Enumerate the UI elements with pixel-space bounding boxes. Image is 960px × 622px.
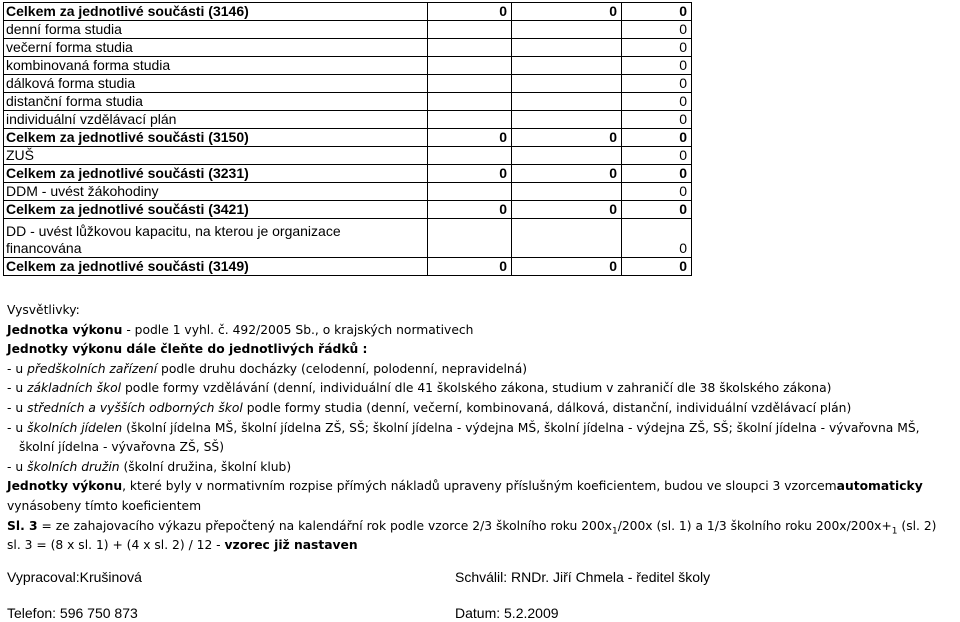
table-total-row — [4, 258, 692, 276]
row-label: DDM - uvést žákohodiny — [4, 183, 428, 201]
value-col-3: 0 — [622, 129, 692, 147]
value-col-2: 0 — [512, 201, 622, 219]
row-label: distanční forma studia — [4, 93, 428, 111]
value-col-3: 0 — [622, 3, 692, 21]
value-col-2 — [512, 111, 622, 129]
value-col-2: 0 — [512, 258, 622, 276]
value-col-1 — [428, 219, 512, 258]
row-label: dálková forma studia — [4, 75, 428, 93]
explanatory-notes — [7, 301, 957, 556]
value-col-2 — [512, 57, 622, 75]
note-line-primary: - u základních škol podle formy vzdělávání (denní, individuální dle 41 školského zákona, studium v zahraničí dle 38 školského zákona) — [7, 381, 832, 396]
table-row — [4, 147, 692, 165]
row-label: večerní forma studia — [4, 39, 428, 57]
row-label: Celkem za jednotlivé součásti (3149) — [4, 258, 428, 276]
value-col-2 — [512, 219, 622, 258]
phone: Telefon: 596 750 873 — [7, 605, 138, 621]
approved-by: Schválil: RNDr. Jiří Chmela - ředitel školy — [455, 569, 711, 585]
note-line-column3: Sl. 3 = ze zahajovacího výkazu přepočtený na kalendářní rok podle vzorce 2/3 školního roku $200x_1/200x$ (sl. 1) a 1/3 školního roku $200x/200x+_1$ (sl. 2) — [7, 518, 937, 536]
table-total-row — [4, 129, 692, 147]
note-line-coefficient-cont: vynásobeny tímto koeficientem — [7, 498, 202, 513]
value-col-1: 0 — [428, 165, 512, 183]
value-col-3: 0 — [622, 93, 692, 111]
value-col-3: 0 — [622, 165, 692, 183]
value-col-3: 0 — [622, 219, 692, 258]
row-label: Celkem za jednotlivé součásti (3421) — [4, 201, 428, 219]
value-col-2 — [512, 183, 622, 201]
note-line-secondary: - u středních a vyšších odborných škol podle formy studia (denní, večerní, kombinovaná, dálková, distanční, individuální vzdělávací plán) — [7, 400, 852, 415]
value-col-1 — [428, 183, 512, 201]
value-col-1 — [428, 57, 512, 75]
value-col-2 — [512, 21, 622, 39]
note-line-breakdown: Jednotky výkonu dále čleňte do jednotlivých řádků : — [7, 342, 368, 357]
note-line-canteens-cont: školní jídelna - vývařovna ZŠ, SŠ) — [19, 440, 224, 455]
value-col-3: 0 — [622, 183, 692, 201]
table-total-row — [4, 3, 692, 21]
value-col-3: 0 — [622, 258, 692, 276]
table-row — [4, 111, 692, 129]
value-col-2 — [512, 75, 622, 93]
value-col-2: 0 — [512, 165, 622, 183]
value-col-2: 0 — [512, 129, 622, 147]
row-label: Celkem za jednotlivé součásti (3231) — [4, 165, 428, 183]
value-col-2: 0 — [512, 3, 622, 21]
row-label: Celkem za jednotlivé součásti (3150) — [4, 129, 428, 147]
table-total-row — [4, 201, 692, 219]
note-line-canteens: - u školních jídelen (školní jídelna MŠ, školní jídelna ZŠ, SŠ; školní jídelna - výdejna MŠ, školní jídelna - výdejna ZŠ, SŠ; školní jídelna - vývařovna MŠ, — [7, 420, 920, 435]
note-line-preschool: - u předškolních zařízení podle druhu docházky (celodenní, polodenní, nepravidelná) — [7, 361, 528, 376]
table-row — [4, 183, 692, 201]
value-col-2 — [512, 93, 622, 111]
value-col-2 — [512, 39, 622, 57]
value-col-1 — [428, 75, 512, 93]
value-col-3: 0 — [622, 39, 692, 57]
prepared-by: Vypracoval:Krušinová — [7, 569, 142, 585]
row-label: DD - uvést lůžkovou kapacitu, na kterou je organizace financována — [4, 219, 428, 258]
table-row — [4, 219, 692, 258]
row-label: individuální vzdělávací plán — [4, 111, 428, 129]
table-row — [4, 93, 692, 111]
note-line-coefficient: Jednotky výkonu, které byly v normativním rozpise přímých nákladů upraveny příslušným koeficientem, budou ve sloupci 3 vzorcemautomaticky — [7, 479, 923, 494]
value-col-1 — [428, 39, 512, 57]
row-label: denní forma studia — [4, 21, 428, 39]
table-total-row — [4, 165, 692, 183]
notes-heading: Vysvětlivky: — [7, 303, 80, 317]
value-col-1: 0 — [428, 129, 512, 147]
row-label: ZUŠ — [4, 147, 428, 165]
note-line-unit: Jednotka výkonu - podle 1 vyhl. č. 492/2005 Sb., o krajských normativech — [7, 322, 474, 337]
value-col-3: 0 — [622, 21, 692, 39]
table-row — [4, 21, 692, 39]
row-label: kombinovaná forma studia — [4, 57, 428, 75]
note-line-clubs: - u školních družin (školní družina, školní klub) — [7, 459, 292, 474]
table-row — [4, 57, 692, 75]
value-col-1 — [428, 93, 512, 111]
value-col-3: 0 — [622, 57, 692, 75]
value-col-2 — [512, 147, 622, 165]
value-col-3: 0 — [622, 147, 692, 165]
table-row — [4, 75, 692, 93]
value-col-1 — [428, 111, 512, 129]
value-col-1 — [428, 21, 512, 39]
note-line-formula: sl. 3 = (8 x sl. 1) + (4 x sl. 2) / 12 - vzorec již nastaven — [7, 538, 358, 553]
row-label: Celkem za jednotlivé součásti (3146) — [4, 3, 428, 21]
table-row — [4, 39, 692, 57]
value-col-3: 0 — [622, 201, 692, 219]
value-col-1: 0 — [428, 201, 512, 219]
summary-table — [3, 2, 692, 276]
value-col-1 — [428, 147, 512, 165]
date: Datum: 5.2.2009 — [455, 605, 559, 621]
value-col-1: 0 — [428, 258, 512, 276]
value-col-1: 0 — [428, 3, 512, 21]
value-col-3: 0 — [622, 111, 692, 129]
value-col-3: 0 — [622, 75, 692, 93]
